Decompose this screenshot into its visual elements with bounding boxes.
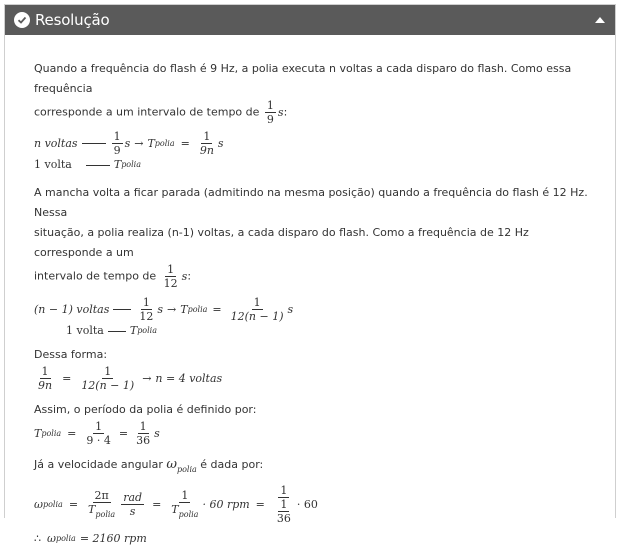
panel-title: Resolução: [35, 11, 110, 29]
resolution-panel: [4, 4, 616, 545]
paragraph-5: Já a velocidade angular $\omega_{polia}$ é dada por:: [34, 457, 264, 474]
equation-4: T polia = $\frac{1}{9 \cdot 4}$ = $\frac{1}{36}$ s: [34, 420, 160, 447]
equation-3: $\frac{1}{9n}$ = $\frac{1}{12(n - 1)}$ → n = 4 voltas: [38, 365, 223, 392]
equation-1: n voltas $\frac{1}{9}$ s → T polia = $\frac{1}{9n}$ s 1 volta T polia: [34, 130, 224, 171]
panel-header[interactable]: [5, 5, 615, 35]
paragraph-3: Dessa forma:: [34, 348, 108, 361]
paragraph-4: Assim, o período da polia é definido por:: [34, 403, 257, 416]
final-result: ∴ ω polia = 2160 rpm: [34, 532, 147, 545]
equation-2: (n − 1) voltas $\frac{1}{12}$ s → T polia = $\frac{1}{12(n - 1)}$ s 1 volta T polia: [34, 296, 294, 337]
solution-content: [5, 35, 615, 549]
equation-5: ω polia = $\frac{2\pi}{T_{polia}}$ $\frac{\text{rad}}{s}$ = $\frac{1}{T_{polia}}$ · 60 rpm = $\frac{1}{\frac{1}{36}}$ · 60: [34, 484, 318, 525]
paragraph-2: A mancha volta a ficar parada (admitindo na mesma posição) quando a frequência do flash é 12 Hz. Nessa situação, a polia realiza (n-1) voltas, a cada disparo do flash. Como a frequência de 12 Hz corresponde a um intervalo de tempo de $\frac{1}{12}$ s:: [34, 186, 588, 290]
caret-up-icon[interactable]: [595, 17, 605, 23]
paragraph-1: Quando a frequência do flash é 9 Hz, a polia executa n voltas a cada disparo do flash. Como essa frequência corresponde a um intervalo de tempo de $\frac{1}{9}$ s:: [34, 62, 572, 126]
check-circle-icon: [14, 12, 30, 28]
